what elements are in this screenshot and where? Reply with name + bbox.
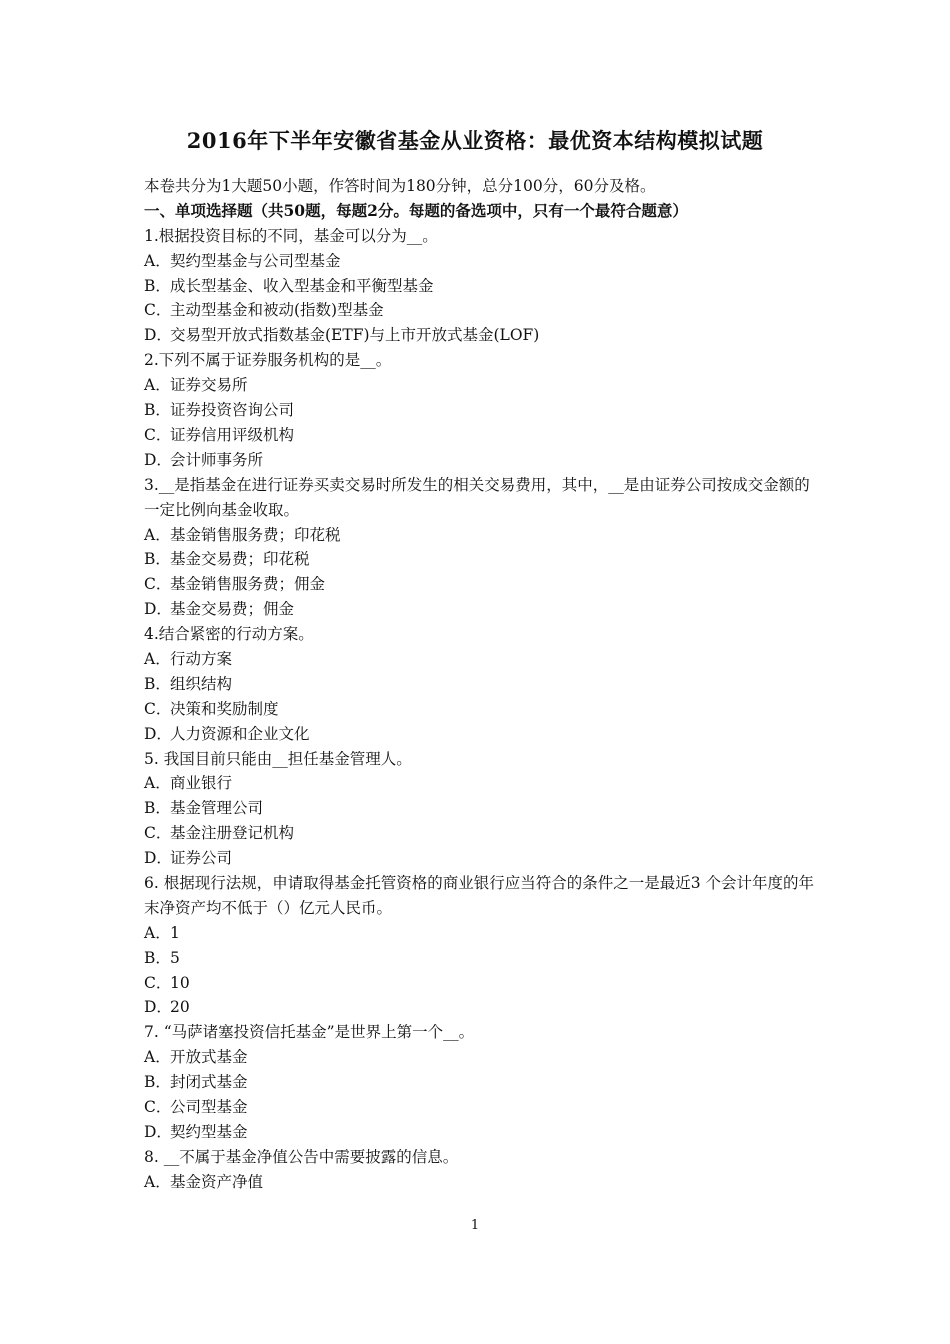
option-letter: A． — [144, 1048, 171, 1067]
option-letter: C． — [144, 699, 172, 718]
answer-option — [144, 722, 814, 747]
option-letter: C． — [144, 973, 172, 992]
question-item — [144, 622, 814, 746]
answer-option — [144, 274, 814, 299]
option-text: 交易型开放式指数基金(ETF)与上市开放式基金(LOF) — [170, 326, 540, 345]
option-letter: B． — [144, 550, 171, 569]
option-text: 基金资产净值 — [170, 1172, 264, 1191]
option-text: 成长型基金、收入型基金和平衡型基金 — [170, 276, 434, 295]
question-stem: 1.根据投资目标的不同，基金可以分为__。 — [144, 226, 438, 245]
question-stem: 4.结合紧密的行动方案。 — [144, 625, 314, 644]
option-letter: C． — [144, 575, 172, 594]
question-stem: 7. “马萨诸塞投资信托基金”是世界上第一个__。 — [144, 1023, 475, 1042]
option-letter: B． — [144, 948, 171, 967]
option-text: 契约型基金与公司型基金 — [170, 251, 341, 270]
option-letter: B． — [144, 401, 171, 420]
answer-option — [144, 946, 814, 971]
option-text: 证券交易所 — [170, 376, 248, 395]
option-letter: D． — [144, 1122, 172, 1141]
question-item — [144, 747, 814, 871]
option-letter: D． — [144, 450, 172, 469]
question-item — [144, 348, 814, 472]
answer-option — [144, 547, 814, 572]
option-text: 公司型基金 — [170, 1098, 248, 1117]
option-letter: C． — [144, 301, 172, 320]
question-item — [144, 473, 814, 622]
option-letter: B． — [144, 1073, 171, 1092]
section-heading: 一、单项选择题（共50题，每题2分。每题的备选项中，只有一个最符合题意） — [144, 200, 688, 220]
answer-option — [144, 796, 814, 821]
option-letter: A． — [144, 923, 171, 942]
option-letter: C． — [144, 824, 172, 843]
option-text: 5 — [170, 948, 180, 967]
option-text: 1 — [170, 923, 180, 942]
option-text: 行动方案 — [170, 649, 233, 668]
option-letter: A． — [144, 251, 171, 270]
option-letter: D． — [144, 849, 172, 868]
option-text: 证券公司 — [170, 849, 233, 868]
option-letter: D． — [144, 998, 172, 1017]
answer-option — [144, 697, 814, 722]
option-text: 契约型基金 — [170, 1122, 248, 1141]
answer-option — [144, 672, 814, 697]
option-text: 会计师事务所 — [170, 450, 264, 469]
answer-option — [144, 597, 814, 622]
answer-option — [144, 398, 814, 423]
option-letter: C． — [144, 425, 172, 444]
option-letter: C． — [144, 1098, 172, 1117]
option-text: 组织结构 — [170, 674, 233, 693]
option-text: 基金注册登记机构 — [170, 824, 295, 843]
question-item — [144, 224, 814, 348]
option-letter: A． — [144, 525, 171, 544]
option-text: 10 — [170, 973, 190, 992]
question-stem: 6. 根据现行法规，申请取得基金托管资格的商业银行应当符合的条件之一是最近3 个会计年度的年末净资产均不低于（）亿元人民币。 — [144, 873, 815, 917]
answer-option — [144, 995, 814, 1020]
answer-option — [144, 971, 814, 996]
question-item — [144, 1145, 814, 1195]
answer-option — [144, 1070, 814, 1095]
answer-option — [144, 1120, 814, 1145]
option-text: 基金交易费；佣金 — [170, 600, 295, 619]
option-text: 基金交易费；印花税 — [170, 550, 310, 569]
answer-option — [144, 423, 814, 448]
option-text: 开放式基金 — [170, 1048, 248, 1067]
answer-option — [144, 1170, 814, 1195]
option-letter: A． — [144, 1172, 171, 1191]
option-text: 商业银行 — [170, 774, 233, 793]
question-list — [144, 224, 814, 1195]
answer-option — [144, 771, 814, 796]
option-letter: D． — [144, 724, 172, 743]
question-item — [144, 1020, 814, 1144]
question-stem: 2.下列不属于证券服务机构的是__。 — [144, 351, 392, 370]
page-number: 1 — [470, 1218, 480, 1233]
answer-option — [144, 249, 814, 274]
option-letter: A． — [144, 649, 171, 668]
option-text: 基金销售服务费；佣金 — [170, 575, 326, 594]
option-letter: D． — [144, 326, 172, 345]
question-stem: 3.__是指基金在进行证券买卖交易时所发生的相关交易费用，其中，__是由证券公司按成交金额的一定比例向基金收取。 — [144, 475, 810, 519]
option-text: 基金管理公司 — [170, 799, 264, 818]
option-text: 人力资源和企业文化 — [170, 724, 310, 743]
answer-option — [144, 821, 814, 846]
answer-option — [144, 921, 814, 946]
answer-option — [144, 298, 814, 323]
answer-option — [144, 647, 814, 672]
answer-option — [144, 1095, 814, 1120]
document-body — [144, 174, 814, 1195]
option-letter: B． — [144, 799, 171, 818]
answer-option — [144, 846, 814, 871]
answer-option — [144, 448, 814, 473]
option-text: 封闭式基金 — [170, 1073, 248, 1092]
answer-option — [144, 323, 814, 348]
question-stem: 8. __不属于基金净值公告中需要披露的信息。 — [144, 1147, 459, 1166]
answer-option — [144, 572, 814, 597]
answer-option — [144, 1045, 814, 1070]
option-letter: B． — [144, 674, 171, 693]
exam-intro: 本卷共分为1大题50小题，作答时间为180分钟，总分100分，60分及格。 — [144, 177, 656, 195]
option-letter: A． — [144, 376, 171, 395]
option-letter: D． — [144, 600, 172, 619]
option-text: 证券投资咨询公司 — [170, 401, 295, 420]
option-text: 20 — [170, 998, 190, 1017]
answer-option — [144, 373, 814, 398]
option-text: 证券信用评级机构 — [170, 425, 295, 444]
option-text: 决策和奖励制度 — [170, 699, 279, 718]
question-item — [144, 871, 814, 1020]
answer-option — [144, 523, 814, 548]
document-title: 2016年下半年安徽省基金从业资格：最优资本结构模拟试题 — [186, 128, 764, 153]
option-text: 基金销售服务费；印花税 — [170, 525, 341, 544]
option-letter: A． — [144, 774, 171, 793]
question-stem: 5. 我国目前只能由__担任基金管理人。 — [144, 749, 412, 768]
option-letter: B． — [144, 276, 171, 295]
option-text: 主动型基金和被动(指数)型基金 — [170, 301, 384, 320]
